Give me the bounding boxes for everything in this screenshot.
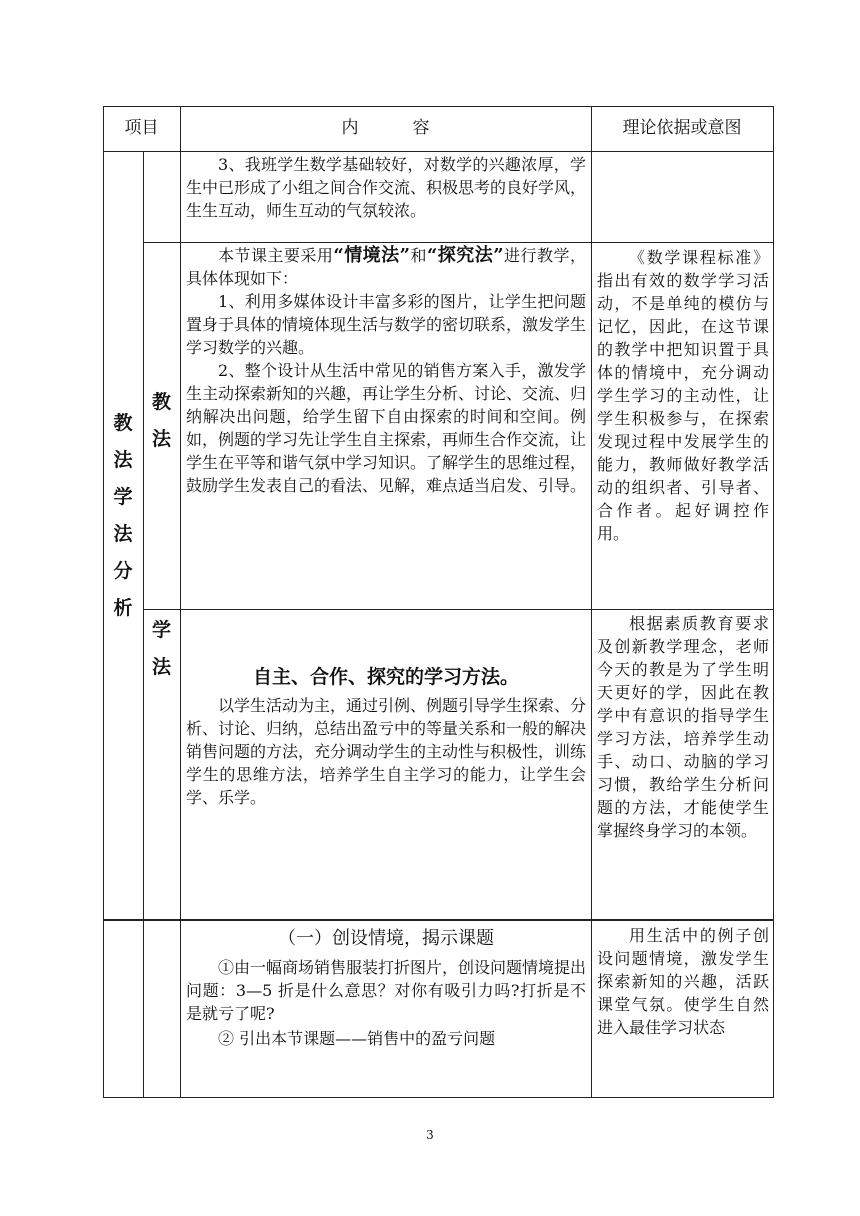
method-situation: “情境法” — [333, 245, 410, 266]
col-divider-content — [591, 106, 592, 1098]
teaching-label — [143, 384, 180, 474]
learning-heading: 自主、合作、探究的学习方法。 — [252, 666, 519, 688]
teaching-point-1: 1、利用多媒体设计丰富多彩的图片，让学生把问题置身于具体的情境体现生活与数学的密切联系，激发学生学习数学的兴趣。 — [186, 292, 586, 357]
teaching-content — [186, 244, 586, 608]
intro-step-1: ①由一幅商场销售服装打折图片，创设问题情境提出问题：3—5 折是什么意思？对你有吸引力吗?打折是不是就亏了呢? — [186, 958, 586, 1023]
intro-heading: （一）创设情境，揭示课题 — [278, 928, 494, 949]
students-text: 3、我班学生数学基础较好，对数学的兴趣浓厚，学生中已形成了小组之间合作交流、积极思考的良好学风，生生互动，师生互动的气氛较浓。 — [186, 155, 586, 220]
learning-content — [186, 662, 586, 912]
header-content: 内 容 — [341, 118, 430, 138]
table-right-border — [773, 106, 774, 1098]
header-bottom-border — [103, 151, 774, 152]
method-inquiry: “探究法” — [426, 245, 504, 266]
teaching-label-char: 法 — [151, 428, 171, 450]
section-title-char: 分 — [113, 560, 133, 582]
section-title-vertical — [103, 405, 143, 645]
intro-basis — [597, 924, 769, 1094]
learning-label-char: 法 — [151, 656, 171, 678]
section-title-char: 法 — [113, 449, 133, 471]
teaching-intro-tail: 进行教学，具体体现如下： — [186, 246, 586, 288]
teaching-label-char: 教 — [151, 391, 171, 413]
col-divider-project — [180, 106, 181, 1098]
section-bottom-border — [103, 919, 774, 921]
section-title-char: 学 — [113, 486, 133, 508]
teaching-basis — [597, 246, 769, 608]
learning-label — [143, 612, 180, 702]
intro-step-2: ② 引出本节课题——销售中的盈亏问题 — [218, 1029, 496, 1048]
header-basis: 理论依据或意图 — [622, 118, 742, 138]
row-teaching-bottom-border — [143, 609, 774, 610]
teaching-point-2: 2、整个设计从生活中常见的销售方案入手，激发学生主动探索新知的兴趣，再让学生分析、讨论、交流、归纳解决出问题，给学生留下自由探索的时间和空间。例如，例题的学习先让学生自主探索，再师生合作交流，让学生在平等和谐气氛中学习知识。了解学生的思维过程，鼓励学生发表自己的看法、见解，难点适当启发、引导。 — [186, 361, 586, 495]
intro-basis-text: 用生活中的例子创设问题情境，激发学生探索新知的兴趣，活跃课堂气氛。使学生自然进入最佳学习状态 — [597, 926, 769, 1037]
learning-basis — [597, 612, 769, 917]
teaching-basis-text: 《数学课程标准》指出有效的数学学习活动，不是单纯的模仿与记忆，因此，在这节课的教学中把知识置于具体的情境中，充分调动学生学习的主动性，让学生积极参与，在探索发现过程中发展学生的能力，教师做好教学活动的组织者、引导者、合作者。起好调控作用。 — [597, 248, 769, 543]
header-project: 项目 — [124, 118, 159, 138]
section-title-char: 教 — [113, 412, 133, 434]
learning-label-char: 学 — [151, 619, 171, 641]
page-number: 3 — [426, 1128, 434, 1142]
teaching-intro-text: 本节课主要采用 — [218, 246, 334, 265]
students-content — [186, 153, 586, 241]
learning-basis-text: 根据素质教育要求及创新教学理念，老师今天的教是为了学生明天更好的学，因此在教学中有意识的指导学生学习方法，培养学生动手、动口、动脑的学习习惯，教给学生分析问题的方法，才能使学生掌握终身学习的本领。 — [597, 614, 769, 840]
intro-content — [186, 924, 586, 1094]
teaching-intro-and: 和 — [409, 246, 427, 265]
teaching-intro — [186, 244, 586, 290]
section-title-char: 法 — [113, 523, 133, 545]
row-students-bottom-border — [143, 242, 774, 243]
table-bottom-border — [103, 1097, 774, 1098]
learning-body: 以学生活动为主，通过引例、例题引导学生探索、分析、讨论、归纳，总结出盈亏中的等量关系和一般的解决销售问题的方法，充分调动学生的主动性与积极性，训练学生的思维方法，培养学生自主学习的能力，让学生会学、乐学。 — [186, 696, 586, 807]
section-title-char: 析 — [113, 597, 133, 619]
